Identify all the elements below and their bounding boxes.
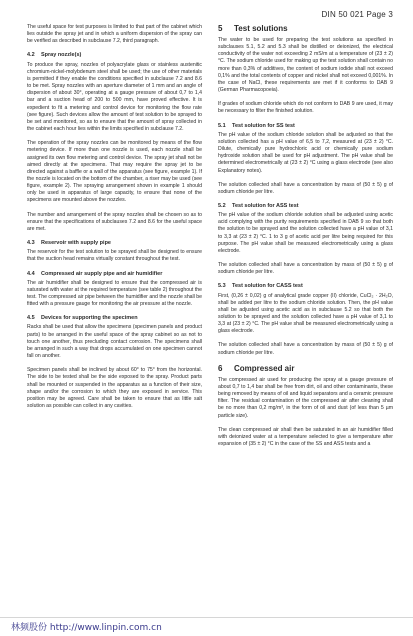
paragraph: If grades of sodium chloride which do not conform to DAB 9 are used, it may be necessary to filter the finished solution. xyxy=(218,101,393,115)
section-number: 4.3 xyxy=(27,240,35,247)
footer-divider xyxy=(0,617,413,618)
section-number: 4.2 xyxy=(27,52,35,59)
section-title: Compressed air xyxy=(234,363,295,373)
page-header: DIN 50 021 Page 3 xyxy=(321,10,393,19)
paragraph: The air humidifier shall be designed to ensure that the compressed air is saturated with water at the required temperature (see table 2) throughout the test. The compressed air pipe between the humidifier and the nozzle shall be fitted with a pressure gauge for monitoring the air pressure at the nozzle. xyxy=(27,279,202,308)
section-4-3-heading xyxy=(27,240,202,247)
section-number: 5.1 xyxy=(218,122,226,129)
paragraph: The solution collected shall have a concentration by mass of (50 ± 5) g of sodium chloride per litre. xyxy=(218,262,393,276)
section-title: Test solution for CASS test xyxy=(232,283,303,290)
section-number: 4.4 xyxy=(27,270,35,277)
paragraph: Specimen panels shall be inclined by about 60° to 75° from the horizontal. The side to be tested shall be the side exposed to the spray. Product parts shall be mounted or suspended in the apparatus as a function of their size, shape and/or the corrosion to which they are exposed in service. This position may be agreed. Care shall be taken to ensure that as little salt solution as possible can collect in any cavities. xyxy=(27,367,202,410)
section-title: Test solution for SS test xyxy=(232,122,295,129)
section-number: 5.3 xyxy=(218,283,226,290)
section-5-1-heading xyxy=(218,123,393,130)
left-column xyxy=(27,24,202,417)
section-number: 6 xyxy=(218,363,223,373)
section-5-heading xyxy=(218,24,393,34)
section-number: 4.5 xyxy=(27,315,35,322)
paragraph: The reservoir for the test solution to be sprayed shall be designed to ensure that the suction head remains virtually constant throughout the test. xyxy=(27,249,202,263)
paragraph: The solution collected shall have a concentration by mass of (50 ± 5) g of sodium chloride per litre. xyxy=(218,342,393,356)
section-title: Test solution for ASS test xyxy=(232,202,299,209)
paragraph: The number and arrangement of the spray nozzles shall be chosen so as to ensure that the specifications of subclauses 7.2 and 8.6 for the useful space are met. xyxy=(27,211,202,232)
paragraph: The pH value of the sodium chloride solution shall be adjusted using acetic acid complying with the purity requirements specified in DAB 9 so that both the solution to be sprayed and the solution collected have a pH value of 3,1 to 3,3 at (23 ± 2) °C. 1 to 3 g of acetic acid per litre being required for this purpose. The pH value shall be measured electrometrically using a glass electrode. xyxy=(218,212,393,254)
section-5-2-heading xyxy=(218,203,393,210)
paragraph: The operation of the spray nozzles can be monitored by means of the flow metering device. If more than one nozzle is used, each nozzle shall be assigned its own flow metering and control device. The spray jet shall not be aimed directly at the specimens. That may require the spray jet to be directed against a baffle or a wall of the apparatus (see figure, example 1). If the nozzle is located on the bottom of the chamber, a riser may be used (see figure, example 2). The spraying arrangement shown in example 1 should only be used in apparatus of large capacity, to ensure that none of the specimens are mounted above the nozzles. xyxy=(27,140,202,204)
section-6-heading xyxy=(218,364,393,374)
paragraph: The solution collected shall have a concentration by mass of (50 ± 5) g of sodium chloride per litre. xyxy=(218,181,393,195)
section-title: Spray nozzle(s) xyxy=(41,52,82,59)
intro-paragraph: The useful space for test purposes is limited to that part of the cabinet which lies outside the spray jet and in which a uniform dispersion of the spray can be verified as described in subclause 7.2, third paragraph. xyxy=(27,24,202,45)
paragraph: To produce the spray, nozzles of polyacrylate glass or stainless austenitic chromium-nickel-molybdenum steel shall be used; the use of other materials is permitted if they enable the conditions specified in subclause 7.2 and 8.6 to be met. Spray nozzles with an aperture diameter of 1 mm and an angle of dispersion of about 30°, operating at a gauge pressure of about 0,7 to 1,4 bar and a suction head of 200 to 500 mm, have proved effective. It is expedient to fit a metering and control device for monitoring the flow rate (see figure). Such devices allow the amount of test solution to be sprayed to be set and monitored, so as to ensure that the amount of spray collected in the cabinet each hour lies within the limits specified in subclause 7.2. xyxy=(27,61,202,133)
section-number: 5 xyxy=(218,24,223,33)
right-column xyxy=(218,24,393,455)
section-title: Compressed air supply pipe and air humidifier xyxy=(41,270,163,277)
section-title: Reservoir with supply pipe xyxy=(41,240,111,247)
paragraph: Racks shall be used that allow the specimens (specimen panels and product parts) to be arranged in the useful space of the spray cabinet so as not to touch one another, thus precluding contact corrosion. The specimens shall be arranged in such a way that drops accumulated on one specimen cannot fall on another. xyxy=(27,324,202,360)
section-number: 5.2 xyxy=(218,202,226,209)
paragraph: The clean compressed air shall then be saturated in an air humidifier filled with deionized water at a temperature selected to give a temperature after expansion of (35 ± 2) °C in the case of the SS and ASS tests and a xyxy=(218,426,393,448)
paragraph: The water to be used for preparing the test solutions as specified in subclauses 5.1, 5.2 and 5.3 shall be distilled or deionized, the electrical conductivity of the water not exceeding 2 mS/m at a temperature of (23 ± 2) °C. The sodium chloride used for making up the test solution shall contain no more than 0,3% of additives, the content of sodium iodide shall not exceed 0,1% and the total contents of copper and nickel shall not exceed 0,001%. In the case of NaCl, these requirements are met if it conforms to DAB 9 (German Pharmacopoeia). xyxy=(218,37,393,94)
section-4-2-heading xyxy=(27,52,202,59)
section-5-3-heading xyxy=(218,283,393,290)
footer-watermark: 林频股份 http://www.linpin.com.cn xyxy=(11,623,162,633)
paragraph: The pH value of the sodium chloride solution shall be adjusted so that the solution collected has a pH value of 6,5 to 7,2, measured at (23 ± 2) °C. Dilute, chemically pure hydrochloric acid or chemically pure sodium hydroxide solution shall be used for pH adjustment. The pH value shall be determined electrometrically at (23 ± 2) °C using a glass electrode (see also Explanatory notes). xyxy=(218,131,393,174)
paragraph: First, (0,26 ± 0,02) g of analytical grade copper (II) chloride, CuCl₂ · 2H₂O, shall be added per litre to the sodium chloride solution. Then, the pH value shall be adjusted using acetic acid as in subclause 5.2 so that both the solution to be sprayed and the solution collected have a pH value of 3,1 to 3,3 at (23 ± 2) °C. The pH value shall be measured electrometrically using a glass electrode. xyxy=(218,292,393,335)
paragraph: The compressed air used for producing the spray at a gauge pressure of about 0,7 to 1,4 bar shall be free from dirt, oil and other contaminants, these being removed by means of oil and liquid separators and a ceramic pressure filter. The residual contamination of the compressed air after cleaning shall be no more than 0,2 mg/m³, in the form of oil and dust (of less than 5 µm particle size). xyxy=(218,376,393,419)
section-title: Test solutions xyxy=(234,24,288,33)
section-4-4-heading xyxy=(27,271,202,278)
section-4-5-heading xyxy=(27,315,202,322)
section-title: Devices for supporting the specimen xyxy=(41,315,138,322)
